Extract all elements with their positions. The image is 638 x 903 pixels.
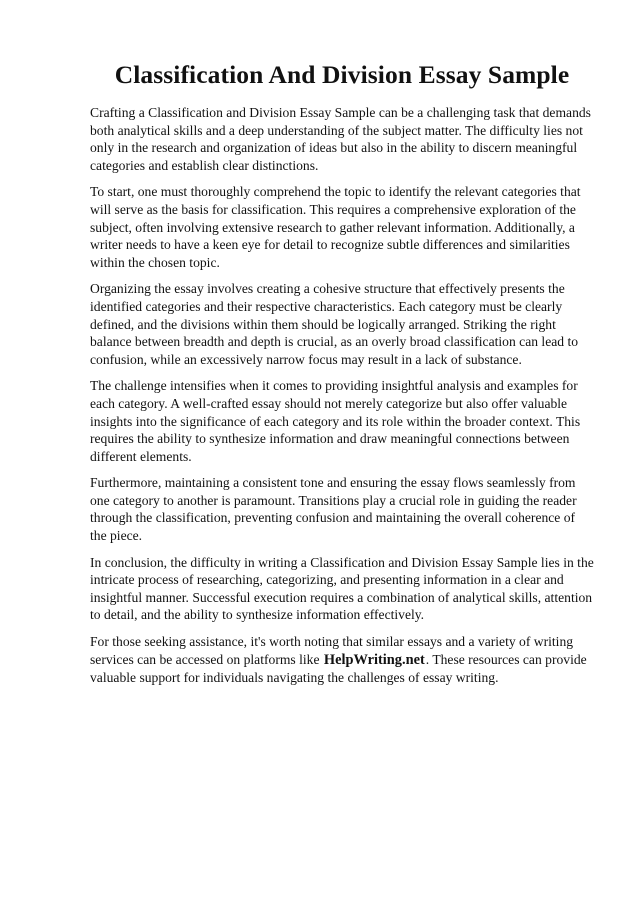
paragraph-challenge: The challenge intensifies when it comes to providing insightful analysis and examples for each category. A well-crafted essay should not merely categorize but also offer valuable insights into the significance of each category and its role within the broader context. This requires the ability to synthesize information and draw meaningful connections between different elements. xyxy=(90,378,581,464)
paragraph-intro: Crafting a Classification and Division Essay Sample can be a challenging task that demands both analytical skills and a deep understanding of the subject matter. The difficulty lies not only in the research and organization of ideas but also in the ability to discern meaningful categories and establish clear distinctions. xyxy=(90,105,591,173)
paragraph-closing xyxy=(90,633,594,687)
paragraph-furthermore: Furthermore, maintaining a consistent tone and ensuring the essay flows seamlessly from one category to another is paramount. Transitions play a crucial role in guiding the reader through the classification, preventing confusion and maintaining the overall coherence of the piece. xyxy=(90,475,577,544)
document-title: Classification And Division Essay Sample xyxy=(114,60,570,89)
paragraph-start: To start, one must thoroughly comprehend the topic to identify the relevant categories that will serve as the basis for classification. This requires a comprehensive exploration of the subject, often involving extensive research to gather relevant information. Additionally, a writer needs to have a keen eye for detail to recognize subtle differences and similarities within the chosen topic. xyxy=(90,184,581,270)
paragraph-conclusion: In conclusion, the difficulty in writing a Classification and Division Essay Sample lies in the intricate process of researching, categorizing, and presenting information in a clear and insightful manner. Successful execution requires a combination of analytical skills, attention to detail, and the ability to synthesize information effectively. xyxy=(90,554,594,623)
closing-text-after: . These resources can provide valuable support for individuals navigating the challenges of essay writing. xyxy=(90,651,587,686)
helpwriting-link[interactable]: HelpWriting.net xyxy=(323,651,425,668)
closing-text-before: For those seeking assistance, it's worth noting that similar essays and a variety of writing services can be accessed on platforms like xyxy=(90,634,574,667)
paragraph-organizing: Organizing the essay involves creating a cohesive structure that effectively presents the identified categories and their respective characteristics. Each category must be clearly defined, and the divisions within them should be logically arranged. Striking the right balance between breadth and depth is crucial, as an overly broad classification can lead to confusion, while an excessively narrow focus may result in a lack of substance. xyxy=(90,281,579,367)
